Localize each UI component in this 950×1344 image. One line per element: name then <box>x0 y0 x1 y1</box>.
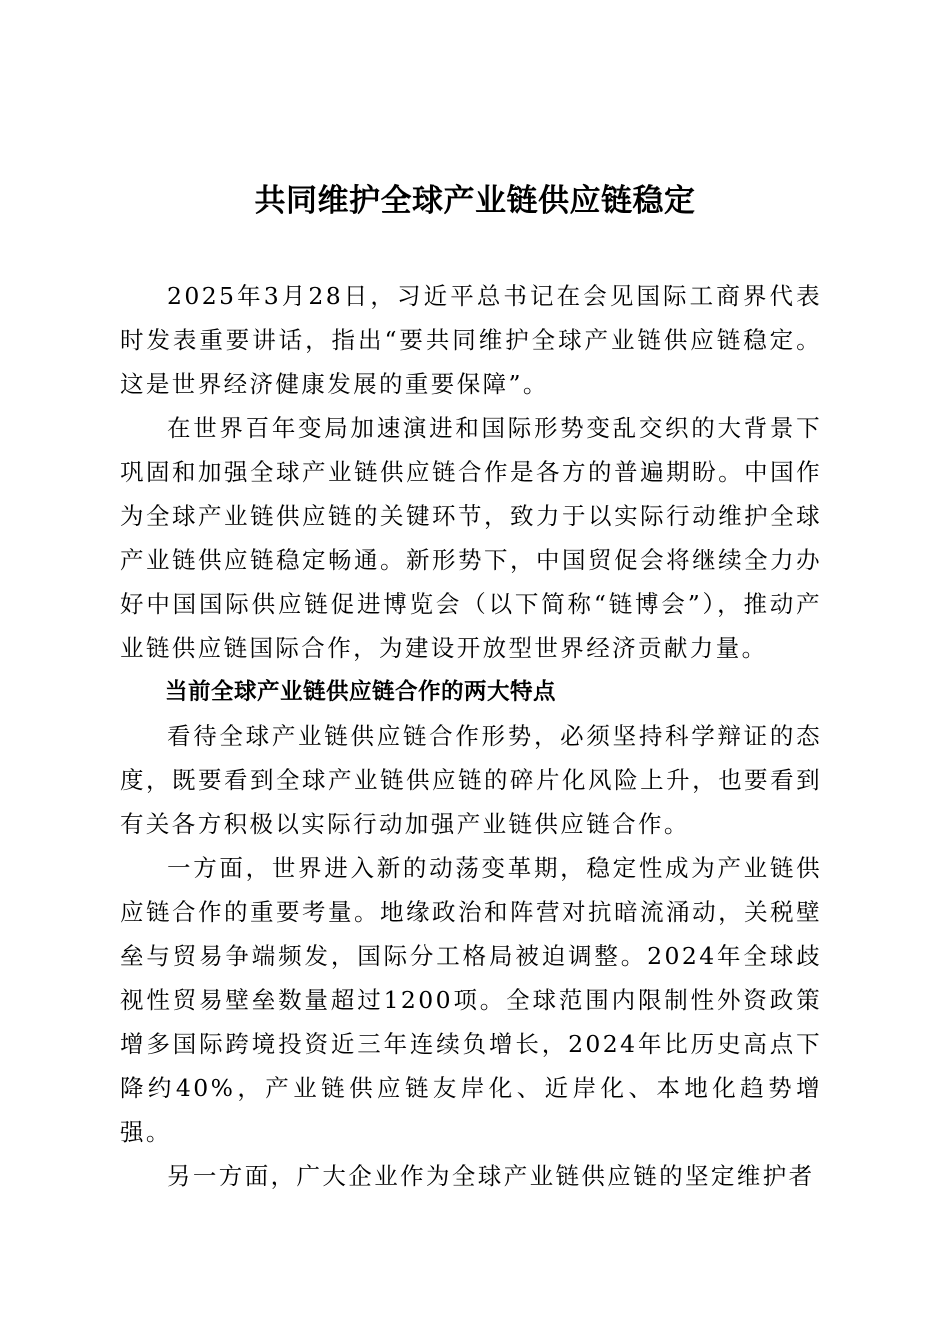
paragraph-background: 在世界百年变局加速演进和国际形势变乱交织的大背景下巩固和加强全球产业链供应链合作是各方的普遍期盼。中国作为全球产业链供应链的关键环节，致力于以实际行动维护全球产业链供应链稳定畅通。新形势下，中国贸促会将继续全力办好中国国际供应链促进博览会（以下简称“链博会”），推动产业链供应链国际合作，为建设开放型世界经济贡献力量。 <box>120 414 822 662</box>
section-heading: 当前全球产业链供应链合作的两大特点 <box>165 679 557 705</box>
paragraph-one-hand: 一方面，世界进入新的动荡变革期，稳定性成为产业链供应链合作的重要考量。地缘政治和阵营对抗暗流涌动，关税壁垒与贸易争端频发，国际分工格局被迫调整。2024年全球歧视性贸易壁垒数量超过1200项。全球范围内限制性外资政策增多国际跨境投资近三年连续负增长，2024年比历史高点下降约40%，产业链供应链友岸化、近岸化、本地化趋势增强。 <box>120 854 822 1146</box>
paragraph-other-hand: 另一方面，广大企业作为全球产业链供应链的坚定维护者 <box>167 1162 815 1190</box>
document-body <box>120 274 822 1198</box>
paragraph-intro: 2025年3月28日，习近平总书记在会见国际工商界代表时发表重要讲话，指出“要共同维护全球产业链供应链稳定。这是世界经济健康发展的重要保障”。 <box>120 282 822 398</box>
paragraph-attitude: 看待全球产业链供应链合作形势，必须坚持科学辩证的态度，既要看到全球产业链供应链的碎片化风险上升，也要看到有关各方积极以实际行动加强产业链供应链合作。 <box>120 722 822 838</box>
document-title: 共同维护全球产业链供应链稳定 <box>254 183 696 219</box>
